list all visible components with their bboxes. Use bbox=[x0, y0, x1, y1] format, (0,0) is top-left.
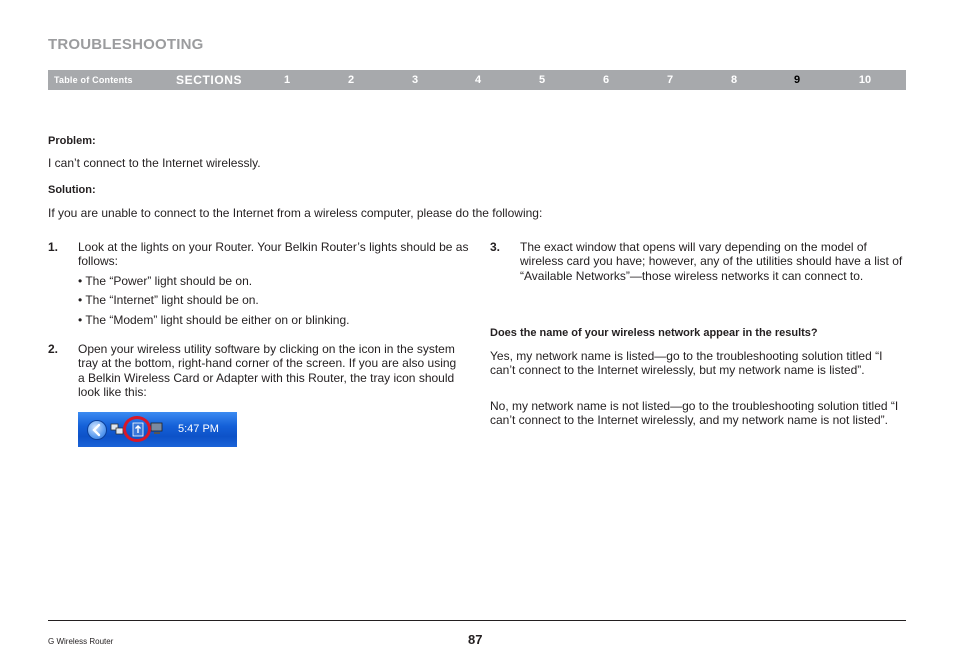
section-nav-bar bbox=[48, 70, 906, 90]
table-of-contents-link[interactable]: Table of Contents bbox=[54, 75, 133, 85]
step-2-text: Open your wireless utility software by clicking on the icon in the system tray at the bottom, right-hand corner of the screen. If you are also using a Belkin Wireless Card or Adapter with this Router, the tray icon should look like this: bbox=[78, 342, 457, 399]
highlight-circle bbox=[123, 416, 151, 442]
problem-label: Problem: bbox=[48, 135, 96, 147]
answer-no: No, my network name is not listed—go to the troubleshooting solution titled “I can’t connect to the Internet wirelessly, and my network name is not listed”. bbox=[490, 399, 899, 427]
footer-product-name: G Wireless Router bbox=[48, 637, 114, 646]
footer-divider bbox=[48, 620, 906, 621]
results-question: Does the name of your wireless network appear in the results? bbox=[490, 327, 818, 339]
section-link-7[interactable]: 7 bbox=[666, 74, 674, 86]
monitor-icon bbox=[150, 422, 164, 436]
solution-text: If you are unable to connect to the Internet from a wireless computer, please do the following: bbox=[48, 206, 543, 220]
tray-clock: 5:47 PM bbox=[178, 423, 219, 435]
problem-text: I can’t connect to the Internet wirelessly. bbox=[48, 156, 261, 170]
section-link-4[interactable]: 4 bbox=[474, 74, 482, 86]
system-tray-image bbox=[78, 412, 237, 447]
step-1-bullet-power: • The “Power” light should be on. bbox=[78, 274, 253, 288]
section-link-9-active[interactable]: 9 bbox=[793, 74, 801, 86]
section-link-5[interactable]: 5 bbox=[538, 74, 546, 86]
section-link-8[interactable]: 8 bbox=[730, 74, 738, 86]
section-link-6[interactable]: 6 bbox=[602, 74, 610, 86]
step-1-text: Look at the lights on your Router. Your Belkin Router’s lights should be as follows: bbox=[78, 240, 469, 269]
page-section-title: TROUBLESHOOTING bbox=[48, 36, 204, 53]
sections-label: SECTIONS bbox=[176, 73, 243, 87]
step-1-number: 1. bbox=[48, 240, 59, 254]
tray-expand-chevron-icon bbox=[87, 420, 107, 440]
solution-label: Solution: bbox=[48, 184, 96, 196]
section-link-3[interactable]: 3 bbox=[411, 74, 419, 86]
step-1-bullet-internet: • The “Internet” light should be on. bbox=[78, 293, 259, 307]
section-link-2[interactable]: 2 bbox=[347, 74, 355, 86]
page-number: 87 bbox=[468, 632, 483, 647]
section-link-10[interactable]: 10 bbox=[858, 74, 872, 86]
step-1-bullet-modem: • The “Modem” light should be either on or blinking. bbox=[78, 313, 350, 327]
step-3-text: The exact window that opens will vary depending on the model of wireless card you have; however, any of the utilities should have a list of “Available Networks”—those wireless networks it can connect to. bbox=[520, 240, 903, 283]
answer-yes: Yes, my network name is listed—go to the troubleshooting solution titled “I can’t connect to the Internet wirelessly, but my network name is listed”. bbox=[490, 349, 883, 377]
step-3-number: 3. bbox=[490, 240, 501, 254]
step-2-number: 2. bbox=[48, 342, 59, 356]
section-link-1[interactable]: 1 bbox=[283, 74, 291, 86]
network-connection-icon bbox=[110, 422, 124, 436]
